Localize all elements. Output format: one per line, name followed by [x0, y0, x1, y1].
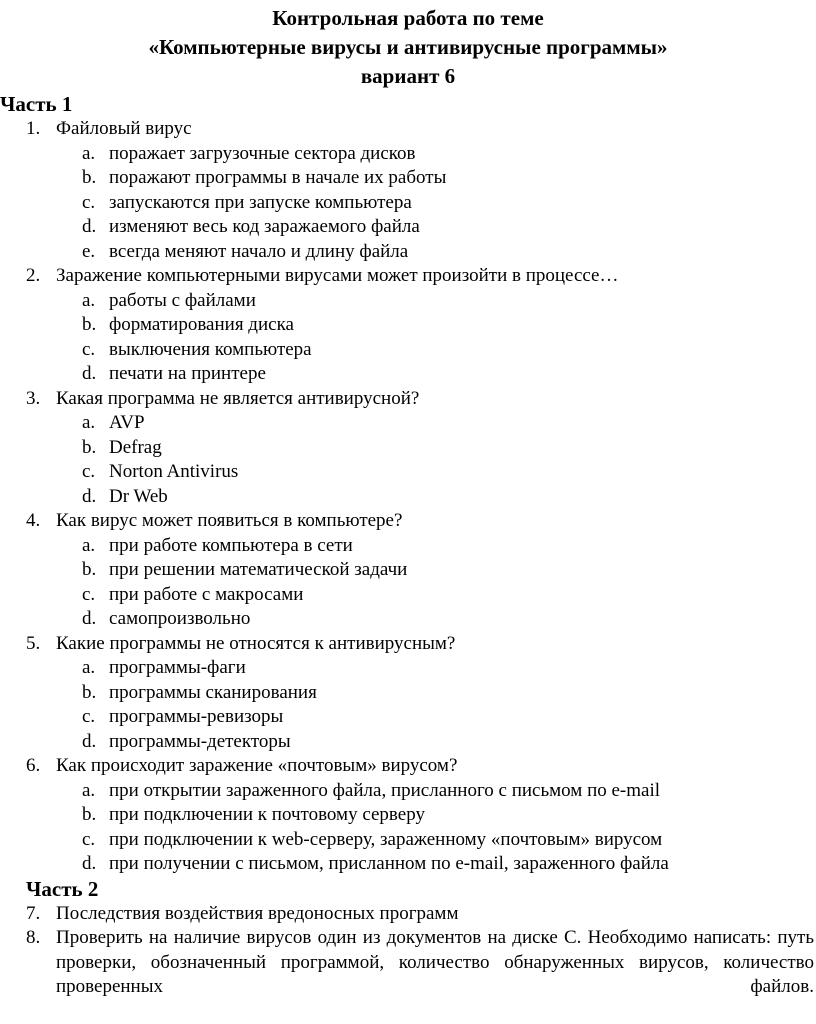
- part-1-heading: Часть 1: [0, 91, 816, 117]
- question-number: 7.: [26, 902, 40, 927]
- question-number: 3.: [26, 387, 40, 412]
- answer-option: [0, 338, 816, 363]
- option-letter: c.: [82, 583, 95, 608]
- option-text: при подключении к web-серверу, зараженному «почтовым» вирусом: [109, 829, 662, 850]
- answer-option: [0, 142, 816, 167]
- question-text: Какая программа не является антивирусной?: [56, 388, 419, 409]
- question-number: 5.: [26, 632, 40, 657]
- document-variant: вариант 6: [0, 62, 816, 91]
- question: [0, 754, 816, 779]
- question-text: Последствия воздействия вредоносных программ: [56, 903, 458, 924]
- question-text: Как вирус может появиться в компьютере?: [56, 510, 402, 531]
- option-text: при работе с макросами: [109, 584, 303, 605]
- option-text: Defrag: [109, 437, 162, 458]
- question-text: Файловый вирус: [56, 118, 192, 139]
- question: [0, 264, 816, 289]
- option-text: всегда меняют начало и длину файла: [109, 241, 408, 262]
- question: [0, 902, 816, 927]
- option-letter: b.: [82, 436, 96, 461]
- answer-option: [0, 362, 816, 387]
- option-letter: a.: [82, 289, 95, 314]
- answer-option: [0, 656, 816, 681]
- answer-option: [0, 289, 816, 314]
- answer-option: [0, 411, 816, 436]
- answer-option: [0, 828, 816, 853]
- option-text: работы с файлами: [109, 290, 256, 311]
- question-text: Какие программы не относятся к антивирусным?: [56, 633, 455, 654]
- question: [0, 117, 816, 142]
- option-text: поражает загрузочные сектора дисков: [109, 143, 416, 164]
- option-letter: e.: [82, 240, 95, 265]
- option-letter: c.: [82, 191, 95, 216]
- question-text: Как происходит заражение «почтовым» вирусом?: [56, 755, 457, 776]
- option-text: программы-детекторы: [109, 731, 291, 752]
- answer-option: [0, 852, 816, 877]
- option-letter: b.: [82, 681, 96, 706]
- answer-option: [0, 534, 816, 559]
- question: [0, 926, 816, 1024]
- option-letter: b.: [82, 558, 96, 583]
- answer-option: [0, 436, 816, 461]
- option-letter: a.: [82, 656, 95, 681]
- option-letter: c.: [82, 705, 95, 730]
- option-letter: d.: [82, 730, 96, 755]
- option-letter: d.: [82, 485, 96, 510]
- title-block: [0, 0, 816, 91]
- part-2-questions: [0, 902, 816, 1024]
- option-letter: d.: [82, 215, 96, 240]
- answer-option: [0, 705, 816, 730]
- option-letter: c.: [82, 338, 95, 363]
- option-text: при работе компьютера в сети: [109, 535, 353, 556]
- option-text: программы-фаги: [109, 657, 246, 678]
- option-letter: d.: [82, 607, 96, 632]
- answer-option: [0, 485, 816, 510]
- question-text: Проверить на наличие вирусов один из документов на диске С. Необходимо написать: путь проверки, обозначенный программой, количество обнаруженных вирусов, количество проверенных файлов.: [56, 927, 814, 997]
- answer-option: [0, 681, 816, 706]
- document-title-line-2: «Компьютерные вирусы и антивирусные программы»: [0, 33, 816, 62]
- option-letter: b.: [82, 166, 96, 191]
- question-number: 1.: [26, 117, 40, 142]
- option-text: форматирования диска: [109, 314, 294, 335]
- answer-option: [0, 779, 816, 804]
- answer-option: [0, 240, 816, 265]
- option-letter: a.: [82, 779, 95, 804]
- option-text: программы-ревизоры: [109, 706, 283, 727]
- question-number: 4.: [26, 509, 40, 534]
- question-number: 8.: [26, 926, 40, 951]
- option-letter: d.: [82, 852, 96, 877]
- option-text: Norton Antivirus: [109, 461, 238, 482]
- option-text: AVP: [109, 412, 145, 433]
- question: [0, 509, 816, 534]
- option-text: при получении с письмом, присланном по e-mail, зараженного файла: [109, 853, 669, 874]
- option-text: запускаются при запуске компьютера: [109, 192, 412, 213]
- question: [0, 387, 816, 412]
- option-letter: b.: [82, 803, 96, 828]
- option-text: программы сканирования: [109, 682, 317, 703]
- option-text: поражают программы в начале их работы: [109, 167, 446, 188]
- answer-option: [0, 460, 816, 485]
- option-text: изменяют весь код заражаемого файла: [109, 216, 420, 237]
- answer-option: [0, 730, 816, 755]
- option-text: при открытии зараженного файла, присланного с письмом по e-mail: [109, 780, 660, 801]
- question-text: Заражение компьютерными вирусами может произойти в процессе…: [56, 265, 619, 286]
- option-text: при подключении к почтовому серверу: [109, 804, 425, 825]
- option-text: печати на принтере: [109, 363, 266, 384]
- answer-option: [0, 607, 816, 632]
- option-text: при решении математической задачи: [109, 559, 407, 580]
- option-text: самопроизвольно: [109, 608, 250, 629]
- question: [0, 632, 816, 657]
- option-letter: d.: [82, 362, 96, 387]
- option-letter: a.: [82, 411, 95, 436]
- answer-option: [0, 558, 816, 583]
- document-title-line-1: Контрольная работа по теме: [0, 4, 816, 33]
- question-number: 2.: [26, 264, 40, 289]
- part-2-heading: Часть 2: [26, 876, 816, 902]
- option-letter: b.: [82, 313, 96, 338]
- option-letter: c.: [82, 828, 95, 853]
- answer-option: [0, 191, 816, 216]
- answer-option: [0, 313, 816, 338]
- answer-option: [0, 803, 816, 828]
- option-letter: c.: [82, 460, 95, 485]
- option-text: Dr Web: [109, 486, 168, 507]
- option-letter: a.: [82, 142, 95, 167]
- option-text: выключения компьютера: [109, 339, 312, 360]
- question-number: 6.: [26, 754, 40, 779]
- answer-option: [0, 583, 816, 608]
- answer-option: [0, 166, 816, 191]
- part-1-questions: [0, 117, 816, 877]
- option-letter: a.: [82, 534, 95, 559]
- answer-option: [0, 215, 816, 240]
